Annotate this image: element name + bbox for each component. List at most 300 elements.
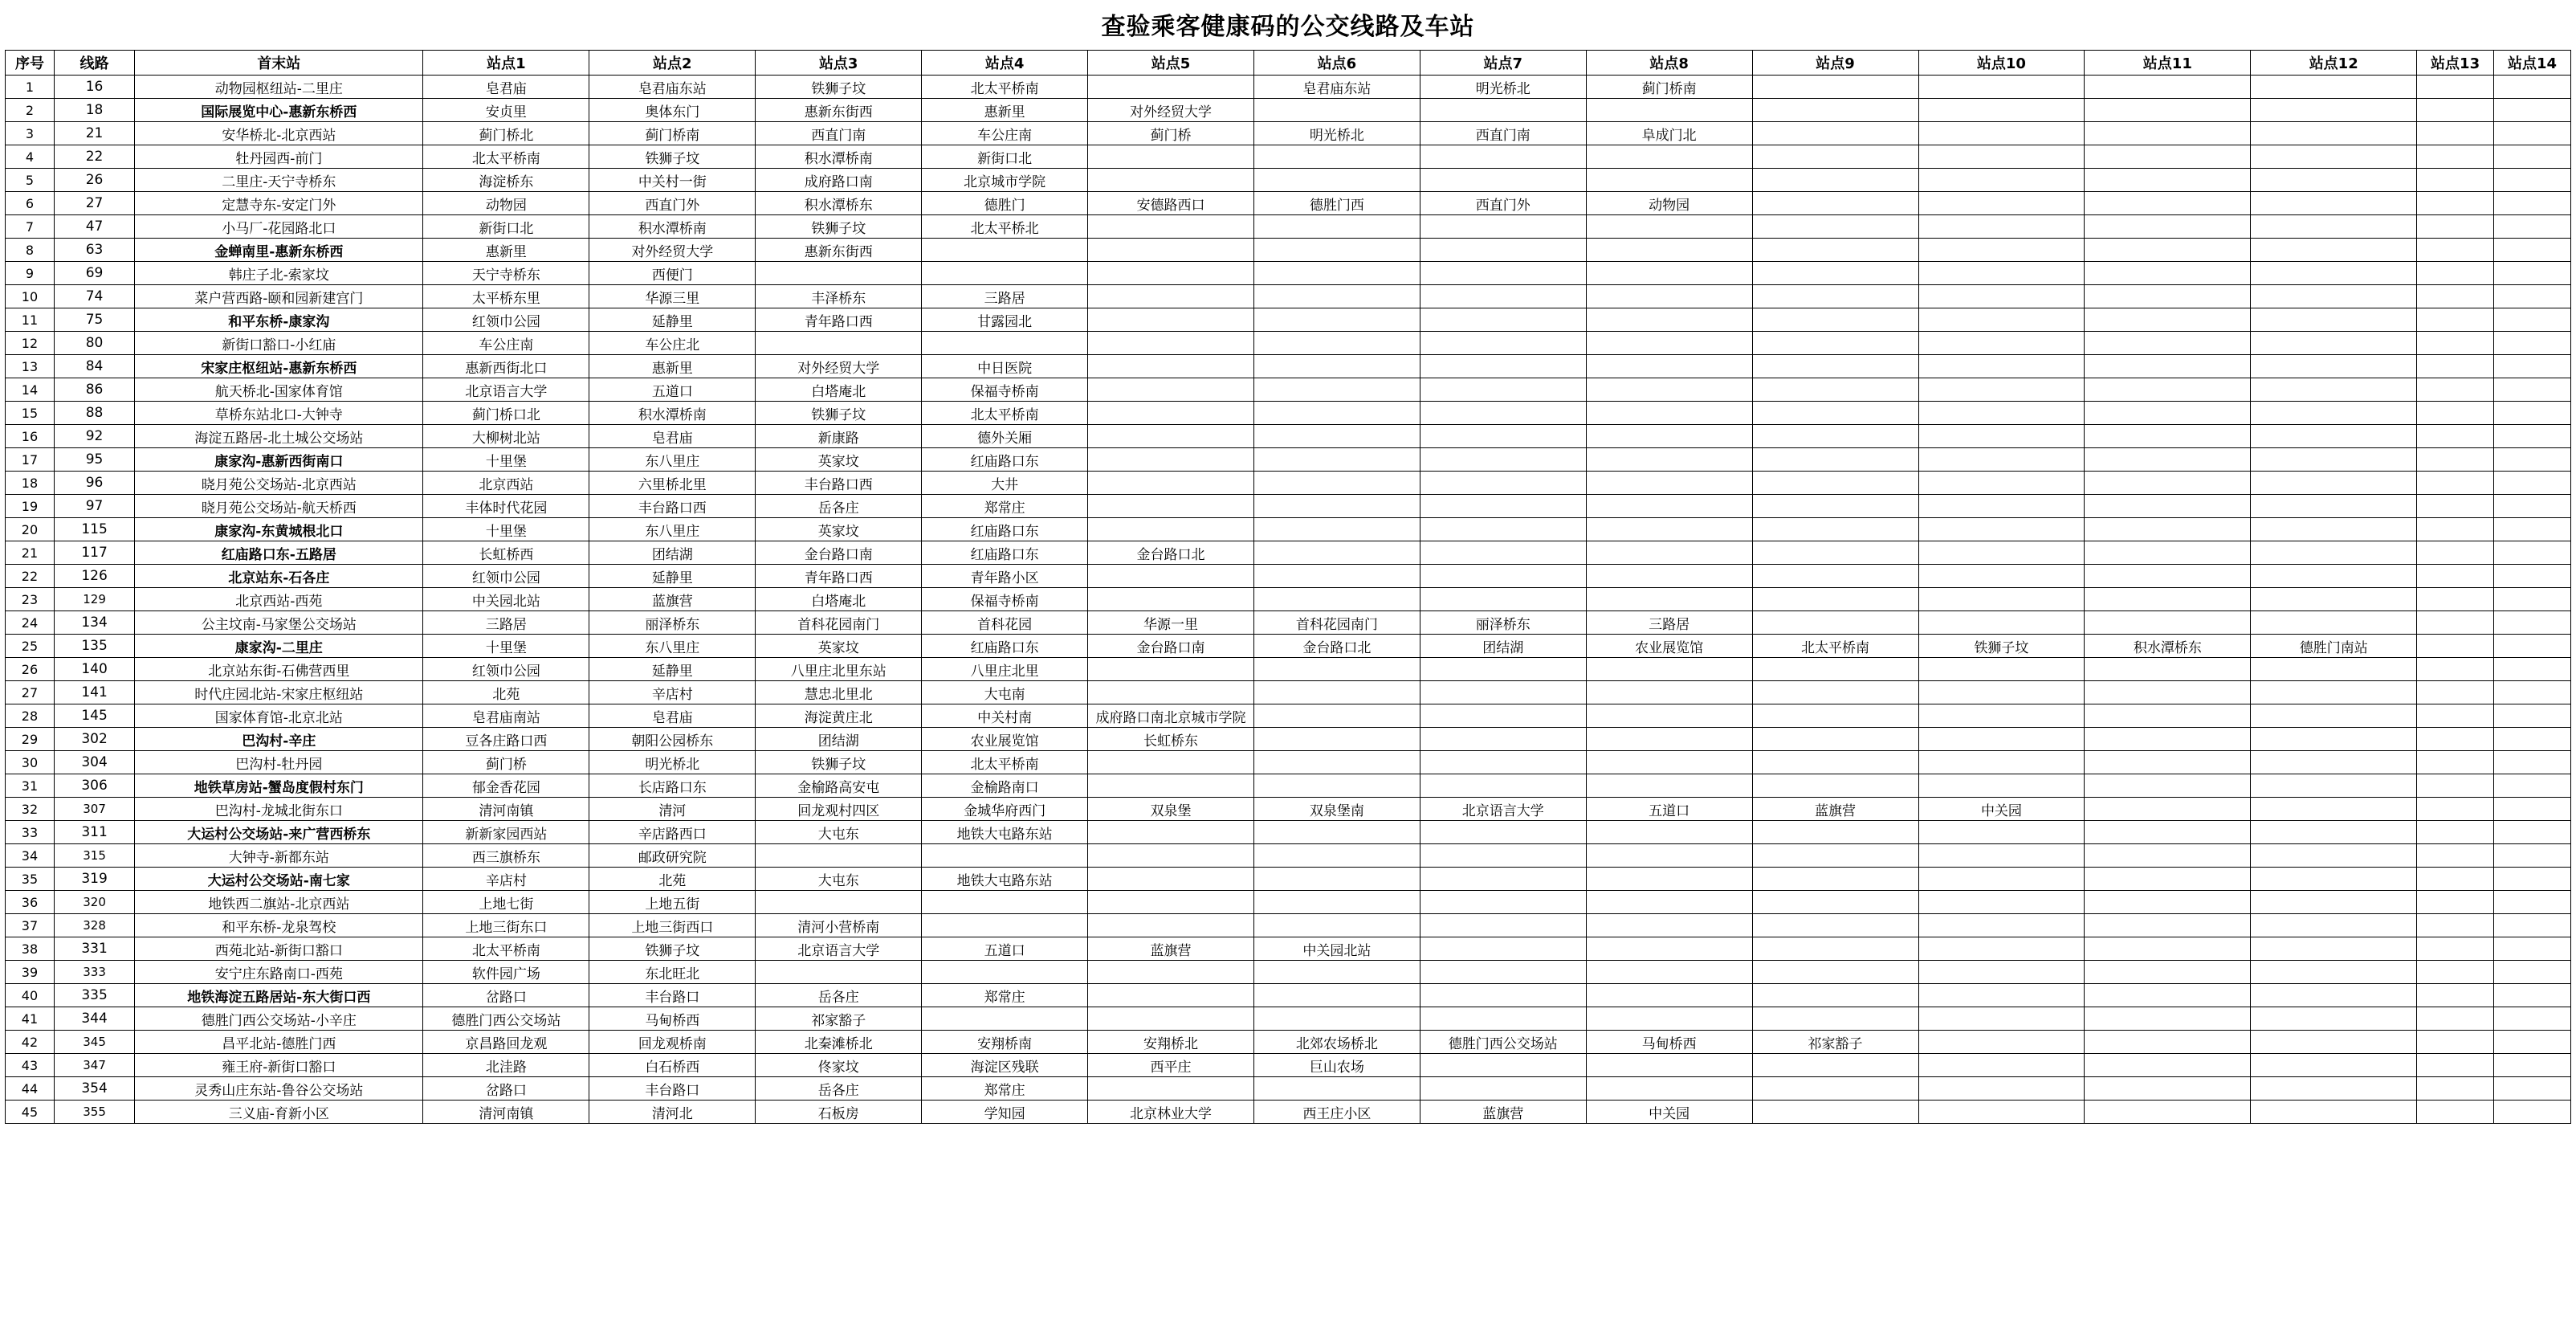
cell-stop-6 bbox=[1253, 472, 1420, 495]
cell-stop-10 bbox=[1918, 285, 2085, 308]
cell-stop-2: 皂君庙 bbox=[589, 425, 756, 448]
cell-stop-9 bbox=[1752, 891, 1918, 914]
cell-stop-9 bbox=[1752, 658, 1918, 681]
cell-stop-14 bbox=[2494, 169, 2571, 192]
cell-stop-13 bbox=[2417, 169, 2494, 192]
cell-index: 40 bbox=[6, 984, 55, 1007]
cell-stop-1: 动物园 bbox=[423, 192, 589, 215]
cell-line-number: 21 bbox=[54, 122, 134, 145]
cell-stop-4: 惠新里 bbox=[922, 99, 1088, 122]
cell-stop-14 bbox=[2494, 472, 2571, 495]
cell-stop-11 bbox=[2085, 285, 2251, 308]
cell-stop-2: 车公庄北 bbox=[589, 332, 756, 355]
cell-stop-9 bbox=[1752, 99, 1918, 122]
col-header-line: 线路 bbox=[54, 51, 134, 76]
cell-stop-11 bbox=[2085, 704, 2251, 728]
cell-stop-12 bbox=[2251, 285, 2417, 308]
cell-stop-7 bbox=[1420, 239, 1586, 262]
cell-stop-10 bbox=[1918, 215, 2085, 239]
cell-stop-14 bbox=[2494, 1031, 2571, 1054]
cell-stop-12 bbox=[2251, 751, 2417, 774]
table-row bbox=[6, 565, 2571, 588]
cell-stop-12 bbox=[2251, 844, 2417, 868]
cell-index: 36 bbox=[6, 891, 55, 914]
cell-endpoints: 地铁草房站-蟹岛度假村东门 bbox=[135, 774, 423, 798]
cell-stop-4: 五道口 bbox=[922, 937, 1088, 961]
cell-stop-8 bbox=[1586, 215, 1752, 239]
cell-stop-7 bbox=[1420, 99, 1586, 122]
cell-stop-2: 辛店村 bbox=[589, 681, 756, 704]
cell-stop-4: 中日医院 bbox=[922, 355, 1088, 378]
cell-stop-6 bbox=[1253, 588, 1420, 611]
cell-index: 38 bbox=[6, 937, 55, 961]
cell-stop-12 bbox=[2251, 402, 2417, 425]
cell-stop-14 bbox=[2494, 798, 2571, 821]
cell-stop-11 bbox=[2085, 1101, 2251, 1124]
cell-stop-9 bbox=[1752, 76, 1918, 99]
cell-stop-2: 白石桥西 bbox=[589, 1054, 756, 1077]
cell-stop-12 bbox=[2251, 378, 2417, 402]
cell-stop-9 bbox=[1752, 821, 1918, 844]
cell-stop-2: 铁狮子坟 bbox=[589, 937, 756, 961]
cell-stop-10 bbox=[1918, 355, 2085, 378]
cell-stop-10 bbox=[1918, 239, 2085, 262]
cell-stop-1: 大柳树北站 bbox=[423, 425, 589, 448]
cell-stop-3: 对外经贸大学 bbox=[756, 355, 922, 378]
cell-stop-11 bbox=[2085, 378, 2251, 402]
cell-stop-8 bbox=[1586, 891, 1752, 914]
cell-stop-9 bbox=[1752, 285, 1918, 308]
cell-line-number: 96 bbox=[54, 472, 134, 495]
table-row bbox=[6, 658, 2571, 681]
cell-stop-12 bbox=[2251, 355, 2417, 378]
cell-stop-8 bbox=[1586, 937, 1752, 961]
cell-stop-14 bbox=[2494, 937, 2571, 961]
cell-stop-7 bbox=[1420, 565, 1586, 588]
table-row bbox=[6, 122, 2571, 145]
cell-stop-13 bbox=[2417, 308, 2494, 332]
cell-stop-14 bbox=[2494, 891, 2571, 914]
cell-stop-8 bbox=[1586, 355, 1752, 378]
cell-stop-5 bbox=[1088, 868, 1254, 891]
cell-stop-7 bbox=[1420, 961, 1586, 984]
cell-stop-2: 延静里 bbox=[589, 565, 756, 588]
cell-stop-4 bbox=[922, 914, 1088, 937]
cell-stop-4: 红庙路口东 bbox=[922, 541, 1088, 565]
cell-stop-4: 金城华府西门 bbox=[922, 798, 1088, 821]
cell-stop-5 bbox=[1088, 658, 1254, 681]
cell-stop-3: 惠新东街西 bbox=[756, 99, 922, 122]
cell-line-number: 26 bbox=[54, 169, 134, 192]
cell-stop-13 bbox=[2417, 565, 2494, 588]
cell-stop-6 bbox=[1253, 285, 1420, 308]
cell-stop-10 bbox=[1918, 961, 2085, 984]
cell-stop-10 bbox=[1918, 262, 2085, 285]
cell-line-number: 27 bbox=[54, 192, 134, 215]
cell-stop-5 bbox=[1088, 262, 1254, 285]
cell-stop-10 bbox=[1918, 518, 2085, 541]
table-row bbox=[6, 1101, 2571, 1124]
cell-stop-10 bbox=[1918, 868, 2085, 891]
cell-stop-1: 车公庄南 bbox=[423, 332, 589, 355]
cell-stop-9 bbox=[1752, 239, 1918, 262]
cell-endpoints: 康家沟-东黄城根北口 bbox=[135, 518, 423, 541]
cell-stop-6 bbox=[1253, 448, 1420, 472]
cell-line-number: 69 bbox=[54, 262, 134, 285]
cell-stop-6 bbox=[1253, 495, 1420, 518]
cell-stop-7 bbox=[1420, 472, 1586, 495]
cell-stop-1: 十里堡 bbox=[423, 448, 589, 472]
cell-stop-8: 马甸桥西 bbox=[1586, 1031, 1752, 1054]
cell-index: 8 bbox=[6, 239, 55, 262]
cell-stop-8 bbox=[1586, 1054, 1752, 1077]
cell-stop-3: 北秦滩桥北 bbox=[756, 1031, 922, 1054]
cell-stop-8 bbox=[1586, 774, 1752, 798]
cell-stop-1: 蓟门桥北 bbox=[423, 122, 589, 145]
cell-stop-14 bbox=[2494, 961, 2571, 984]
cell-stop-1: 软件园广场 bbox=[423, 961, 589, 984]
cell-stop-6: 金台路口北 bbox=[1253, 635, 1420, 658]
table-row bbox=[6, 76, 2571, 99]
col-header-endpoints: 首末站 bbox=[135, 51, 423, 76]
cell-stop-11 bbox=[2085, 495, 2251, 518]
cell-stop-11 bbox=[2085, 914, 2251, 937]
cell-stop-10 bbox=[1918, 1101, 2085, 1124]
cell-line-number: 328 bbox=[54, 914, 134, 937]
cell-stop-13 bbox=[2417, 728, 2494, 751]
cell-stop-4: 红庙路口东 bbox=[922, 518, 1088, 541]
cell-stop-7 bbox=[1420, 541, 1586, 565]
cell-stop-1: 海淀桥东 bbox=[423, 169, 589, 192]
cell-line-number: 345 bbox=[54, 1031, 134, 1054]
cell-stop-11 bbox=[2085, 99, 2251, 122]
cell-stop-3 bbox=[756, 844, 922, 868]
cell-index: 14 bbox=[6, 378, 55, 402]
col-header-stop-4: 站点4 bbox=[922, 51, 1088, 76]
cell-stop-14 bbox=[2494, 1101, 2571, 1124]
cell-stop-2: 回龙观桥南 bbox=[589, 1031, 756, 1054]
cell-stop-5: 长虹桥东 bbox=[1088, 728, 1254, 751]
cell-stop-9 bbox=[1752, 378, 1918, 402]
col-header-index: 序号 bbox=[6, 51, 55, 76]
cell-endpoints: 大运村公交场站-来广营西桥东 bbox=[135, 821, 423, 844]
table-row bbox=[6, 844, 2571, 868]
cell-stop-8 bbox=[1586, 681, 1752, 704]
cell-stop-11 bbox=[2085, 868, 2251, 891]
cell-stop-13 bbox=[2417, 1077, 2494, 1101]
cell-line-number: 304 bbox=[54, 751, 134, 774]
cell-index: 16 bbox=[6, 425, 55, 448]
cell-stop-10 bbox=[1918, 588, 2085, 611]
cell-stop-7: 西直门南 bbox=[1420, 122, 1586, 145]
cell-line-number: 355 bbox=[54, 1101, 134, 1124]
cell-stop-5: 华源一里 bbox=[1088, 611, 1254, 635]
cell-line-number: 47 bbox=[54, 215, 134, 239]
cell-stop-13 bbox=[2417, 681, 2494, 704]
cell-stop-11 bbox=[2085, 355, 2251, 378]
cell-stop-7 bbox=[1420, 704, 1586, 728]
cell-endpoints: 牡丹园西-前门 bbox=[135, 145, 423, 169]
cell-stop-8 bbox=[1586, 704, 1752, 728]
table-row bbox=[6, 914, 2571, 937]
cell-stop-5: 对外经贸大学 bbox=[1088, 99, 1254, 122]
cell-stop-2: 丰台路口西 bbox=[589, 495, 756, 518]
table-row bbox=[6, 728, 2571, 751]
cell-stop-5: 北京林业大学 bbox=[1088, 1101, 1254, 1124]
cell-line-number: 354 bbox=[54, 1077, 134, 1101]
cell-stop-10 bbox=[1918, 402, 2085, 425]
cell-line-number: 115 bbox=[54, 518, 134, 541]
table-row bbox=[6, 891, 2571, 914]
cell-stop-6 bbox=[1253, 215, 1420, 239]
cell-stop-14 bbox=[2494, 448, 2571, 472]
cell-stop-14 bbox=[2494, 751, 2571, 774]
cell-stop-10 bbox=[1918, 914, 2085, 937]
cell-stop-7 bbox=[1420, 215, 1586, 239]
cell-stop-13 bbox=[2417, 588, 2494, 611]
cell-stop-3: 八里庄北里东站 bbox=[756, 658, 922, 681]
cell-endpoints: 康家沟-二里庄 bbox=[135, 635, 423, 658]
cell-stop-1: 北太平桥南 bbox=[423, 145, 589, 169]
cell-stop-1: 新街口北 bbox=[423, 215, 589, 239]
cell-endpoints: 航天桥北-国家体育馆 bbox=[135, 378, 423, 402]
cell-index: 44 bbox=[6, 1077, 55, 1101]
cell-stop-12 bbox=[2251, 262, 2417, 285]
cell-stop-1: 北洼路 bbox=[423, 1054, 589, 1077]
cell-index: 12 bbox=[6, 332, 55, 355]
cell-endpoints: 宋家庄枢纽站-惠新东桥西 bbox=[135, 355, 423, 378]
cell-stop-5 bbox=[1088, 378, 1254, 402]
cell-stop-7 bbox=[1420, 658, 1586, 681]
cell-stop-9: 北太平桥南 bbox=[1752, 635, 1918, 658]
cell-stop-9 bbox=[1752, 215, 1918, 239]
cell-index: 17 bbox=[6, 448, 55, 472]
cell-stop-11 bbox=[2085, 215, 2251, 239]
cell-stop-6 bbox=[1253, 821, 1420, 844]
cell-stop-2: 蓟门桥南 bbox=[589, 122, 756, 145]
cell-stop-3: 铁狮子坟 bbox=[756, 76, 922, 99]
cell-stop-5 bbox=[1088, 891, 1254, 914]
cell-stop-2: 丰台路口 bbox=[589, 984, 756, 1007]
cell-stop-12 bbox=[2251, 1031, 2417, 1054]
cell-stop-7 bbox=[1420, 1077, 1586, 1101]
cell-index: 13 bbox=[6, 355, 55, 378]
col-header-stop-12: 站点12 bbox=[2251, 51, 2417, 76]
cell-stop-4: 地铁大屯路东站 bbox=[922, 821, 1088, 844]
cell-stop-14 bbox=[2494, 262, 2571, 285]
col-header-stop-1: 站点1 bbox=[423, 51, 589, 76]
cell-stop-12 bbox=[2251, 868, 2417, 891]
cell-stop-3: 英家坟 bbox=[756, 448, 922, 472]
cell-stop-1: 太平桥东里 bbox=[423, 285, 589, 308]
cell-stop-1: 郁金香花园 bbox=[423, 774, 589, 798]
cell-stop-2: 东八里庄 bbox=[589, 518, 756, 541]
cell-stop-4: 海淀区残联 bbox=[922, 1054, 1088, 1077]
cell-index: 30 bbox=[6, 751, 55, 774]
table-row bbox=[6, 285, 2571, 308]
cell-stop-10 bbox=[1918, 844, 2085, 868]
cell-stop-1: 皂君庙南站 bbox=[423, 704, 589, 728]
cell-endpoints: 晓月苑公交场站-航天桥西 bbox=[135, 495, 423, 518]
cell-stop-2: 丰台路口 bbox=[589, 1077, 756, 1101]
cell-index: 1 bbox=[6, 76, 55, 99]
cell-line-number: 311 bbox=[54, 821, 134, 844]
cell-endpoints: 大钟寺-新都东站 bbox=[135, 844, 423, 868]
cell-stop-4: 保福寺桥南 bbox=[922, 588, 1088, 611]
cell-stop-1: 三路居 bbox=[423, 611, 589, 635]
cell-stop-7 bbox=[1420, 495, 1586, 518]
cell-stop-3: 首科花园南门 bbox=[756, 611, 922, 635]
cell-stop-4: 德外关厢 bbox=[922, 425, 1088, 448]
cell-stop-6: 北郊农场桥北 bbox=[1253, 1031, 1420, 1054]
cell-stop-2: 清河北 bbox=[589, 1101, 756, 1124]
cell-endpoints: 公主坟南-马家堡公交场站 bbox=[135, 611, 423, 635]
table-row bbox=[6, 751, 2571, 774]
cell-stop-3: 大屯东 bbox=[756, 868, 922, 891]
cell-stop-13 bbox=[2417, 1031, 2494, 1054]
cell-stop-3: 清河小营桥南 bbox=[756, 914, 922, 937]
cell-stop-9 bbox=[1752, 774, 1918, 798]
cell-stop-7 bbox=[1420, 868, 1586, 891]
cell-stop-3: 铁狮子坟 bbox=[756, 215, 922, 239]
cell-endpoints: 灵秀山庄东站-鲁谷公交场站 bbox=[135, 1077, 423, 1101]
cell-stop-11: 积水潭桥东 bbox=[2085, 635, 2251, 658]
cell-endpoints: 地铁西二旗站-北京西站 bbox=[135, 891, 423, 914]
cell-endpoints: 时代庄园北站-宋家庄枢纽站 bbox=[135, 681, 423, 704]
cell-line-number: 333 bbox=[54, 961, 134, 984]
cell-stop-11 bbox=[2085, 891, 2251, 914]
cell-stop-4: 北太平桥南 bbox=[922, 76, 1088, 99]
cell-stop-5: 蓟门桥 bbox=[1088, 122, 1254, 145]
cell-stop-14 bbox=[2494, 402, 2571, 425]
cell-stop-9 bbox=[1752, 332, 1918, 355]
cell-stop-4 bbox=[922, 1007, 1088, 1031]
cell-stop-2: 积水潭桥南 bbox=[589, 402, 756, 425]
cell-stop-4: 首科花园 bbox=[922, 611, 1088, 635]
cell-stop-6 bbox=[1253, 844, 1420, 868]
cell-stop-13 bbox=[2417, 774, 2494, 798]
cell-stop-7 bbox=[1420, 681, 1586, 704]
cell-stop-2: 华源三里 bbox=[589, 285, 756, 308]
cell-stop-8 bbox=[1586, 728, 1752, 751]
cell-index: 11 bbox=[6, 308, 55, 332]
table-row bbox=[6, 355, 2571, 378]
cell-endpoints: 海淀五路居-北土城公交场站 bbox=[135, 425, 423, 448]
cell-stop-14 bbox=[2494, 355, 2571, 378]
cell-stop-9 bbox=[1752, 472, 1918, 495]
cell-stop-2: 清河 bbox=[589, 798, 756, 821]
cell-stop-2: 北苑 bbox=[589, 868, 756, 891]
cell-stop-4: 大屯南 bbox=[922, 681, 1088, 704]
cell-stop-12 bbox=[2251, 192, 2417, 215]
cell-stop-13 bbox=[2417, 891, 2494, 914]
cell-stop-10 bbox=[1918, 1007, 2085, 1031]
cell-stop-6 bbox=[1253, 541, 1420, 565]
table-row bbox=[6, 425, 2571, 448]
table-row bbox=[6, 541, 2571, 565]
table-row bbox=[6, 868, 2571, 891]
table-row bbox=[6, 961, 2571, 984]
cell-stop-1: 长虹桥西 bbox=[423, 541, 589, 565]
cell-stop-9 bbox=[1752, 122, 1918, 145]
cell-endpoints: 安宁庄东路南口-西苑 bbox=[135, 961, 423, 984]
cell-stop-5 bbox=[1088, 308, 1254, 332]
cell-stop-9 bbox=[1752, 308, 1918, 332]
cell-stop-1: 清河南镇 bbox=[423, 798, 589, 821]
cell-stop-8 bbox=[1586, 332, 1752, 355]
cell-stop-9 bbox=[1752, 704, 1918, 728]
cell-stop-7 bbox=[1420, 588, 1586, 611]
cell-stop-6: 双泉堡南 bbox=[1253, 798, 1420, 821]
cell-stop-12 bbox=[2251, 914, 2417, 937]
cell-endpoints: 三义庙-育新小区 bbox=[135, 1101, 423, 1124]
cell-stop-10 bbox=[1918, 76, 2085, 99]
cell-stop-7 bbox=[1420, 821, 1586, 844]
cell-stop-1: 中关园北站 bbox=[423, 588, 589, 611]
cell-stop-3: 大屯东 bbox=[756, 821, 922, 844]
cell-stop-5 bbox=[1088, 774, 1254, 798]
cell-stop-13 bbox=[2417, 285, 2494, 308]
cell-endpoints: 地铁海淀五路居站-东大街口西 bbox=[135, 984, 423, 1007]
cell-stop-2: 积水潭桥南 bbox=[589, 215, 756, 239]
table-row bbox=[6, 332, 2571, 355]
cell-stop-13 bbox=[2417, 541, 2494, 565]
cell-stop-14 bbox=[2494, 308, 2571, 332]
cell-stop-13 bbox=[2417, 1101, 2494, 1124]
cell-stop-14 bbox=[2494, 285, 2571, 308]
cell-endpoints: 新街口豁口-小红庙 bbox=[135, 332, 423, 355]
cell-stop-8 bbox=[1586, 1007, 1752, 1031]
cell-index: 43 bbox=[6, 1054, 55, 1077]
col-header-stop-9: 站点9 bbox=[1752, 51, 1918, 76]
cell-stop-12 bbox=[2251, 1054, 2417, 1077]
cell-stop-11 bbox=[2085, 332, 2251, 355]
table-row bbox=[6, 937, 2571, 961]
cell-stop-14 bbox=[2494, 541, 2571, 565]
cell-stop-3: 丰泽桥东 bbox=[756, 285, 922, 308]
cell-stop-5: 蓝旗营 bbox=[1088, 937, 1254, 961]
cell-stop-8 bbox=[1586, 285, 1752, 308]
cell-stop-2: 惠新里 bbox=[589, 355, 756, 378]
cell-stop-1: 红领巾公园 bbox=[423, 658, 589, 681]
cell-stop-7: 团结湖 bbox=[1420, 635, 1586, 658]
cell-stop-10 bbox=[1918, 681, 2085, 704]
cell-index: 31 bbox=[6, 774, 55, 798]
cell-stop-4: 德胜门 bbox=[922, 192, 1088, 215]
cell-stop-11 bbox=[2085, 402, 2251, 425]
cell-stop-13 bbox=[2417, 192, 2494, 215]
cell-stop-11 bbox=[2085, 821, 2251, 844]
cell-stop-7 bbox=[1420, 1007, 1586, 1031]
cell-endpoints: 巴沟村-龙城北街东口 bbox=[135, 798, 423, 821]
cell-endpoints: 草桥东站北口-大钟寺 bbox=[135, 402, 423, 425]
cell-stop-9 bbox=[1752, 1101, 1918, 1124]
cell-stop-8 bbox=[1586, 1077, 1752, 1101]
cell-line-number: 335 bbox=[54, 984, 134, 1007]
cell-index: 27 bbox=[6, 681, 55, 704]
cell-stop-4: 安翔桥南 bbox=[922, 1031, 1088, 1054]
table-row bbox=[6, 448, 2571, 472]
cell-stop-4: 三路居 bbox=[922, 285, 1088, 308]
cell-endpoints: 安华桥北-北京西站 bbox=[135, 122, 423, 145]
cell-stop-12 bbox=[2251, 984, 2417, 1007]
cell-stop-5 bbox=[1088, 355, 1254, 378]
cell-index: 23 bbox=[6, 588, 55, 611]
cell-stop-10: 铁狮子坟 bbox=[1918, 635, 2085, 658]
cell-stop-11 bbox=[2085, 728, 2251, 751]
cell-stop-6 bbox=[1253, 704, 1420, 728]
cell-stop-9 bbox=[1752, 728, 1918, 751]
